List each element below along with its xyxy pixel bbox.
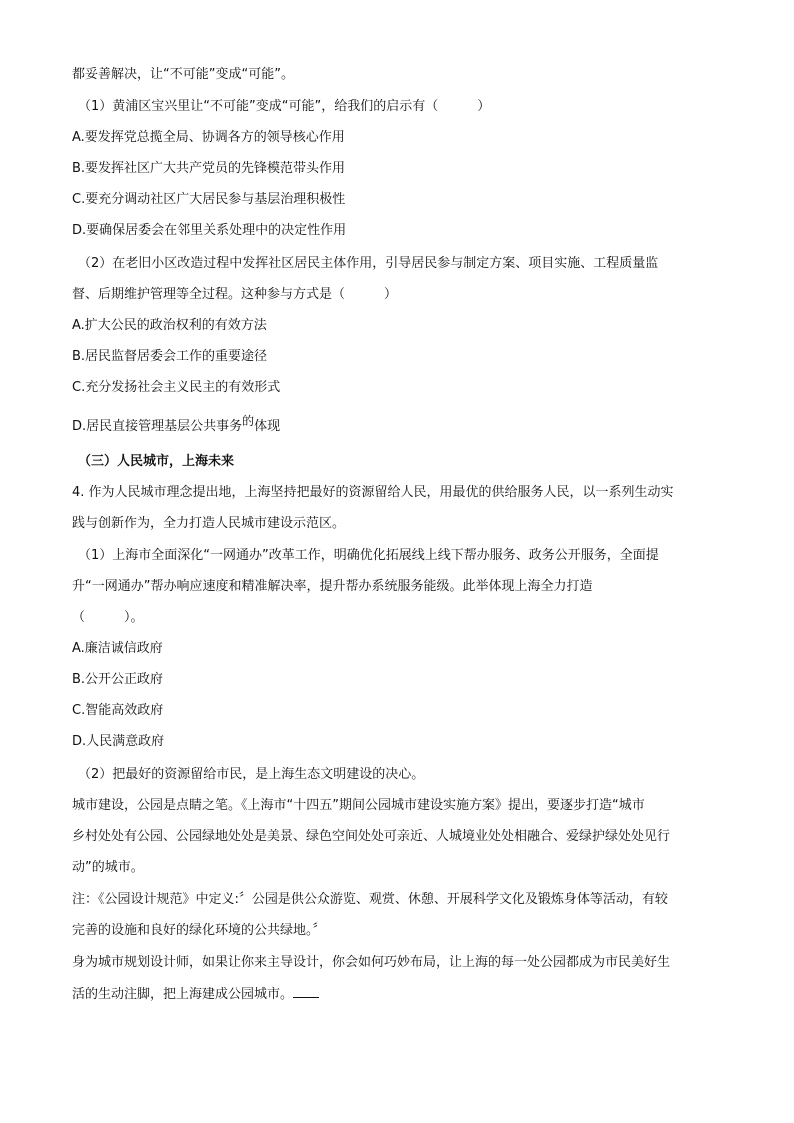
option-d-tail: 体现 xyxy=(254,419,281,434)
option-b: B.要发挥社区广大共产党员的先锋模范带头作用 xyxy=(72,161,346,176)
option-c: C.要充分调动社区广大居民参与基层治理积极性 xyxy=(72,192,346,207)
material-line-1: 城市建设，公园是点睛之笔。《上海市“十四五”期间公园城市建设实施方案》提出，要逐步打造“城市 xyxy=(72,798,645,813)
question-4-1-stem-line-1: （1）上海市全面深化“一网通办”改革工作，明确优化拓展线上线下帮办服务、政务公开服务，全面提 xyxy=(78,548,659,563)
question-1-stem: （1）黄浦区宝兴里让“不可能”变成“可能”，给我们的启示有（ ） xyxy=(78,99,491,114)
note-line-1: 注：《公园设计规范》中定义:〞公园是供公众游览、观赏、休憩、开展科学文化及锻炼身体等活动，有较 xyxy=(72,892,668,907)
question-4-2-stem: （2）把最好的资源留给市民，是上海生态文明建设的决心。 xyxy=(78,767,425,782)
material-line-3: 动”的城市。 xyxy=(72,860,144,875)
option-a: A.要发挥党总揽全局、协调各方的领导核心作用 xyxy=(72,130,345,145)
note-line-2: 完善的设施和良好的绿化环境的公共绿地。〞 xyxy=(72,923,326,938)
task-line-2-text: 活的生动注脚，把上海建成公园城市。 xyxy=(72,987,294,1002)
text-line: 都妥善解决，让“不可能”变成“可能”。 xyxy=(72,67,294,82)
option-d: D.人民满意政府 xyxy=(72,734,165,749)
answer-blank xyxy=(293,985,319,998)
question-4-1-stem-line-2: 升“一网通办”帮办响应速度和精准解决率，提升帮办系统服务能级。此举体现上海全力打造 xyxy=(72,579,593,594)
material-line-2: 乡村处处有公园、公园绿地处处是美景、绿色空间处处可亲近、人城境业处处相融合、爱绿护绿处处见行 xyxy=(72,829,671,844)
option-a: A.扩大公民的政治权利的有效方法 xyxy=(72,318,267,333)
option-d-text: D.居民直接管理基层公共事务 xyxy=(72,419,243,434)
option-a: A.廉洁诚信政府 xyxy=(72,641,163,656)
section-heading: （三）人民城市，上海未来 xyxy=(78,454,235,469)
option-d-superscript: 的 xyxy=(242,414,255,428)
question-2-stem-line-2: 督、后期维护管理等全过程。这种参与方式是（ ） xyxy=(72,287,398,302)
option-b: B.公开公正政府 xyxy=(72,672,164,687)
task-line-2 xyxy=(72,985,319,1004)
option-c: C.智能高效政府 xyxy=(72,703,164,718)
option-c: C.充分发扬社会主义民主的有效形式 xyxy=(72,380,281,395)
option-b: B.居民监督居委会工作的重要途径 xyxy=(72,349,268,364)
question-2-stem-line-1: （2）在老旧小区改造过程中发挥社区居民主体作用，引导居民参与制定方案、项目实施、工程质量监 xyxy=(78,256,659,271)
question-4-intro-line-2: 践与创新作为，全力打造人民城市建设示范区。 xyxy=(72,516,346,531)
task-line-1: 身为城市规划设计师，如果让你来主导设计，你会如何巧妙布局，让上海的每一处公园都成为市民美好生 xyxy=(72,955,671,970)
option-d xyxy=(72,414,281,436)
question-4-1-stem-line-3: （ ）。 xyxy=(72,610,144,625)
question-4-intro-line-1: 4. 作为人民城市理念提出地，上海坚持把最好的资源留给人民，用最优的供给服务人民，以一系列生动实 xyxy=(72,485,674,500)
option-d: D.要确保居委会在邻里关系处理中的决定性作用 xyxy=(72,223,347,238)
